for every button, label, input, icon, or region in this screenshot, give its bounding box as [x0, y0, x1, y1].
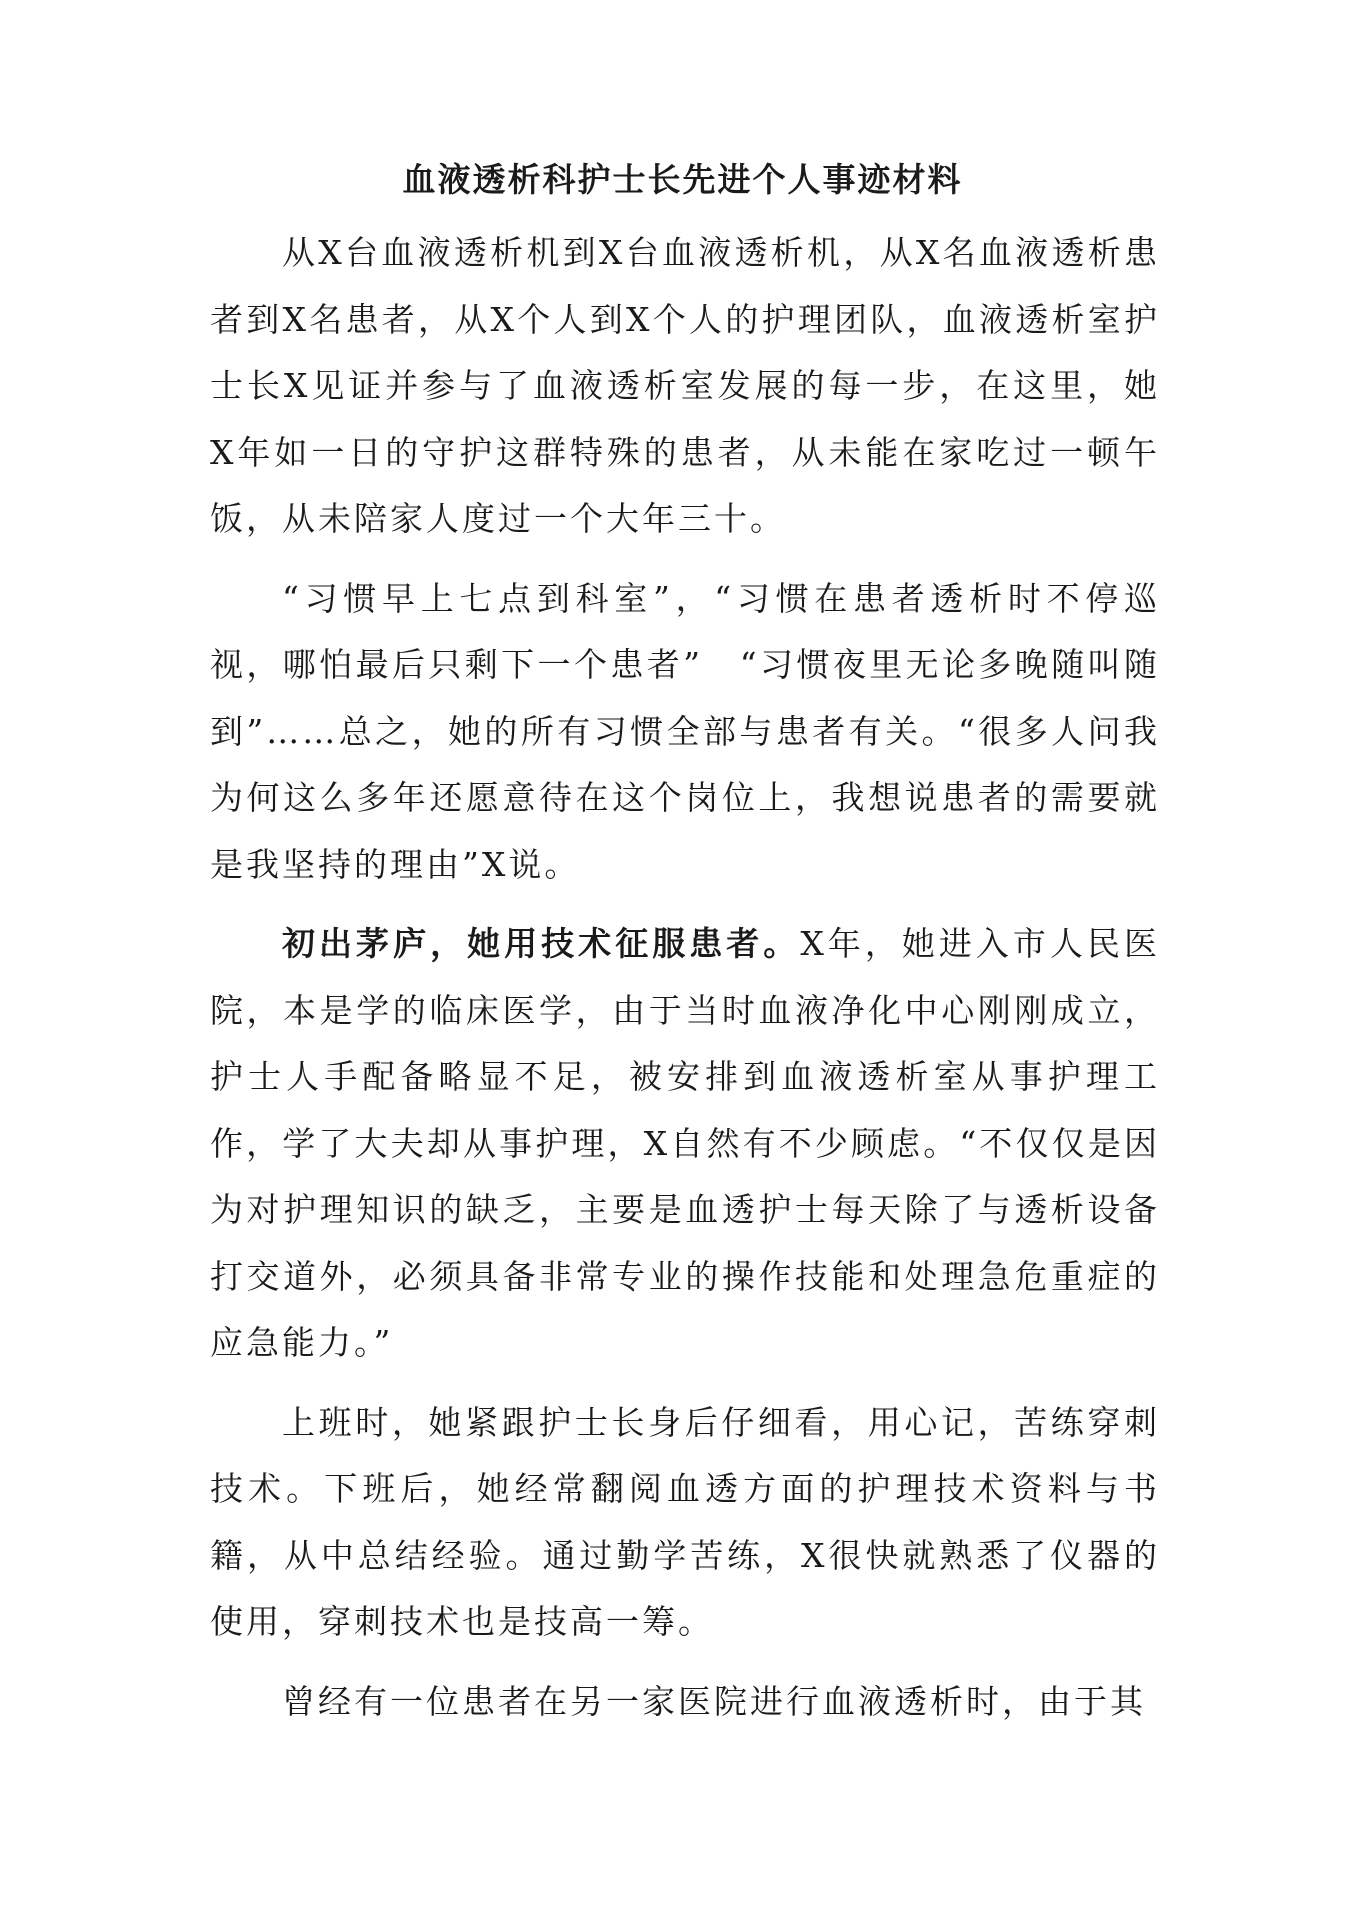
paragraph-3-lead: 初出茅庐，她用技术征服患者。 — [282, 924, 801, 963]
paragraph-1 — [210, 220, 1160, 553]
paragraph-5 — [210, 1669, 1160, 1736]
paragraph-3 — [210, 911, 1160, 1377]
paragraph-4-text: 上班时，她紧跟护士长身后仔细看，用心记，苦练穿刺技术。下班后，她经常翻阅血透方面的护理技术资料与书籍，从中总结经验。通过勤学苦练，X很快就熟悉了仪器的使用，穿刺技术也是技高一筹。 — [210, 1402, 1160, 1641]
paragraph-3-text: X年，她进入市人民医院，本是学的临床医学，由于当时血液净化中心刚刚成立，护士人手配备略显不足，被安排到血液透析室从事护理工作，学了大夫却从事护理，X自然有不少顾虑。“不仅仅是因为对护理知识的缺乏，主要是血透护士每天除了与透析设备打交道外，必须具备非常专业的操作技能和处理急危重症的应急能力。” — [210, 924, 1161, 1362]
paragraph-5-text: 曾经有一位患者在另一家医院进行血液透析时，由于其 — [282, 1681, 1146, 1721]
paragraph-4 — [210, 1390, 1160, 1656]
document-title: 血液透析科护士长先进个人事迹材料 — [402, 160, 963, 199]
paragraph-2 — [210, 566, 1160, 899]
paragraph-2-text: “习惯早上七点到科室”，“习惯在患者透析时不停巡视，哪怕最后只剩下一个患者” “习惯夜里无论多晚随叫随到”……总之，她的所有习惯全部与患者有关。“很多人问我为何这么多年还愿意待在这个岗位上，我想说患者的需要就是我坚持的理由”X说。 — [210, 578, 1160, 884]
paragraph-1-text: 从X台血液透析机到X台血液透析机，从X名血液透析患者到X名患者，从X个人到X个人的护理团队，血液透析室护士长X见证并参与了血液透析室发展的每一步，在这里，她X年如一日的守护这群特殊的患者，从未能在家吃过一顿午饭，从未陪家人度过一个大年三十。 — [210, 233, 1160, 538]
document-body — [210, 220, 1160, 1748]
